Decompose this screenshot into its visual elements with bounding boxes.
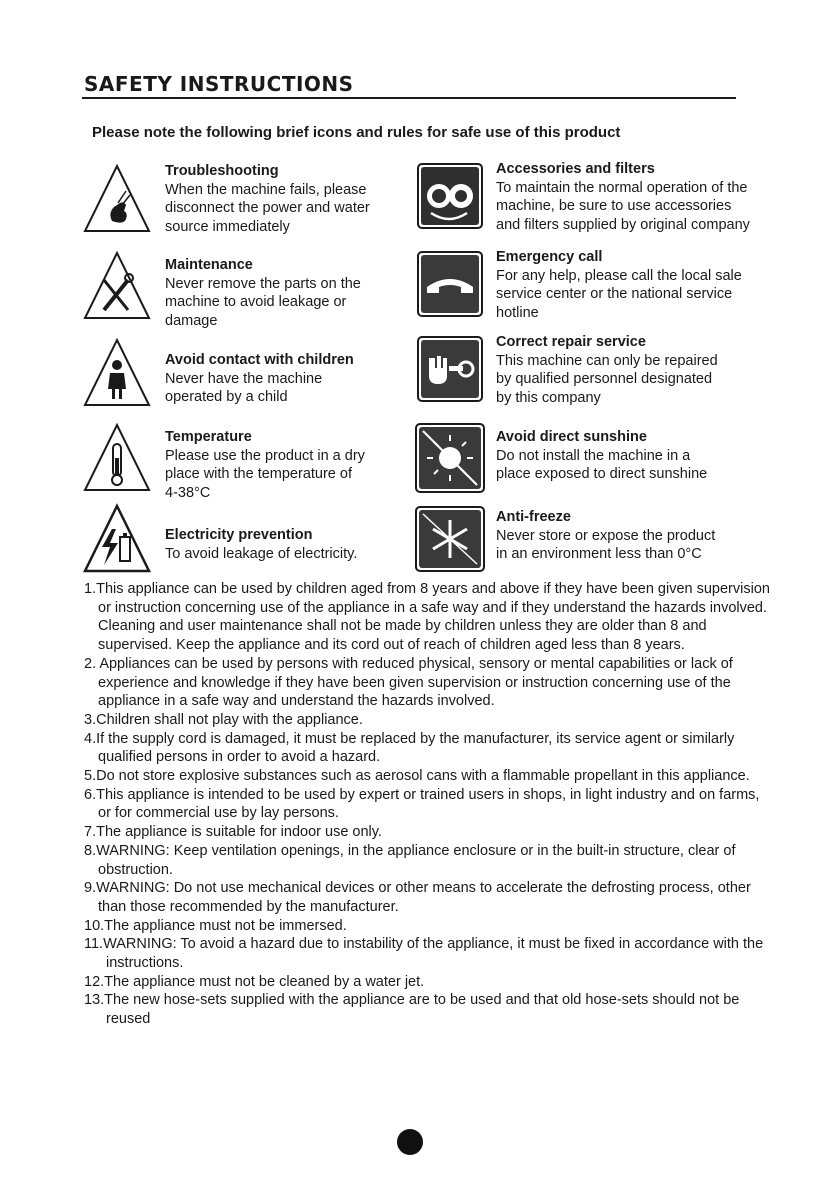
item-text: by qualified personnel designated xyxy=(496,371,713,387)
rule-item: 1.This appliance can be used by children aged from 8 years and above if they have been given supervision or instruction concerning use of the appliance in a safe way and if they understand the hazards involved. Cleaning and user maintenance shall not be made by children unless they are older than 8 and supervised. Keep the appliance and its cord out of reach of children aged less than 8 years. xyxy=(84,581,770,654)
item-text: For any help, please call the local sale xyxy=(496,267,742,284)
item-heading: Maintenance xyxy=(165,257,253,273)
rule-item: 5.Do not store explosive substances such as aerosol cans with a flammable propellant in this appliance. xyxy=(84,768,750,785)
item-text: This machine can only be repaired xyxy=(496,352,718,369)
item-text: Never have the machine xyxy=(165,370,323,387)
rule-item: 13.The new hose-sets supplied with the appliance are to be used and that old hose-sets should not be reused xyxy=(84,992,740,1028)
item-text: hotline xyxy=(496,304,539,321)
list-item xyxy=(165,256,400,330)
item-text: and filters supplied by original company xyxy=(496,216,750,233)
tools-warning-icon xyxy=(82,250,152,322)
item-text: damage xyxy=(165,312,218,329)
rule-item: 6.This appliance is intended to be used by expert or trained users in shops, in light industry and on farms, or for commercial use by lay persons. xyxy=(84,786,760,822)
item-text: Never store or expose the product xyxy=(496,527,716,544)
list-item xyxy=(165,162,400,236)
item-heading: Accessories and filters xyxy=(496,161,655,177)
rule-item: 10.The appliance must not be immersed. xyxy=(84,917,347,934)
item-text: To maintain the normal operation of the xyxy=(496,179,748,196)
item-heading: Avoid contact with children xyxy=(165,352,354,368)
electric-warning-icon xyxy=(82,503,152,575)
thermometer-warning-icon xyxy=(82,422,152,494)
item-text: in an environment less than 0°C xyxy=(496,546,702,562)
list-item xyxy=(496,333,776,407)
list-item xyxy=(496,508,776,564)
no-sunshine-icon xyxy=(415,423,485,493)
rule-item: 3.Children shall not play with the appliance. xyxy=(84,711,363,728)
item-text: Do not install the machine in a xyxy=(496,447,691,464)
page-title: SAFETY INSTRUCTIONS xyxy=(84,72,354,96)
item-heading: Emergency call xyxy=(496,249,603,265)
rule-item: 9.WARNING: Do not use mechanical devices or other means to accelerate the defrosting process, other than those recommended by the manufacturer. xyxy=(84,880,751,915)
item-text: machine to avoid leakage or xyxy=(165,294,347,310)
item-text: place exposed to direct sunshine xyxy=(496,466,708,482)
item-text: 4-38°C xyxy=(165,484,211,501)
list-item xyxy=(496,248,776,322)
rule-item: 12.The appliance must not be cleaned by a water jet. xyxy=(84,973,425,990)
list-item xyxy=(496,160,776,234)
repair-icon xyxy=(417,336,483,402)
item-text: operated by a child xyxy=(165,389,288,405)
rule-item: 8.WARNING: Keep ventilation openings, in the appliance enclosure or in the built-in structure, clear of obstruction. xyxy=(84,842,736,878)
page-subtitle: Please note the following brief icons and rules for safe use of this product xyxy=(92,124,621,141)
item-text: disconnect the power and water xyxy=(165,200,370,216)
item-text: Never remove the parts on the xyxy=(165,275,361,292)
item-text: When the machine fails, please xyxy=(165,181,367,198)
hand-warning-icon xyxy=(82,163,152,235)
list-item xyxy=(165,351,405,407)
item-text: place with the temperature of xyxy=(165,466,352,482)
rule-item: 7.The appliance is suitable for indoor use only. xyxy=(84,824,382,841)
item-text: source immediately xyxy=(165,218,290,235)
item-heading: Troubleshooting xyxy=(165,163,279,179)
item-heading: Correct repair service xyxy=(496,334,646,350)
rule-item: 2. Appliances can be used by persons with reduced physical, sensory or mental capabilities or lack of experience and knowledge if they have been given supervision or instruction concerning use of the appliance in a safe way and understand the hazards involved. xyxy=(84,655,733,710)
item-text: by this company xyxy=(496,389,601,406)
item-text: machine, be sure to use accessories xyxy=(496,198,732,214)
filter-icon xyxy=(417,163,483,229)
phone-icon xyxy=(417,251,483,317)
list-item xyxy=(496,428,776,484)
item-heading: Temperature xyxy=(165,429,252,445)
rule-item: 11.WARNING: To avoid a hazard due to instability of the appliance, it must be fixed in accordance with the instructions. xyxy=(84,936,764,972)
child-warning-icon xyxy=(82,337,152,409)
page-number-dot xyxy=(397,1129,423,1155)
rules-list xyxy=(84,580,774,1029)
list-item xyxy=(165,428,405,502)
title-divider xyxy=(82,97,736,99)
item-text: To avoid leakage of electricity. xyxy=(165,545,358,562)
item-text: Please use the product in a dry xyxy=(165,447,365,464)
item-heading: Electricity prevention xyxy=(165,527,313,543)
item-text: service center or the national service xyxy=(496,286,733,302)
item-heading: Anti-freeze xyxy=(496,509,571,525)
list-item xyxy=(165,526,405,563)
rule-item: 4.If the supply cord is damaged, it must be replaced by the manufacturer, its service agent or similarly qualified persons in order to avoid a hazard. xyxy=(84,730,735,766)
item-heading: Avoid direct sunshine xyxy=(496,429,647,445)
snowflake-icon xyxy=(415,506,485,572)
